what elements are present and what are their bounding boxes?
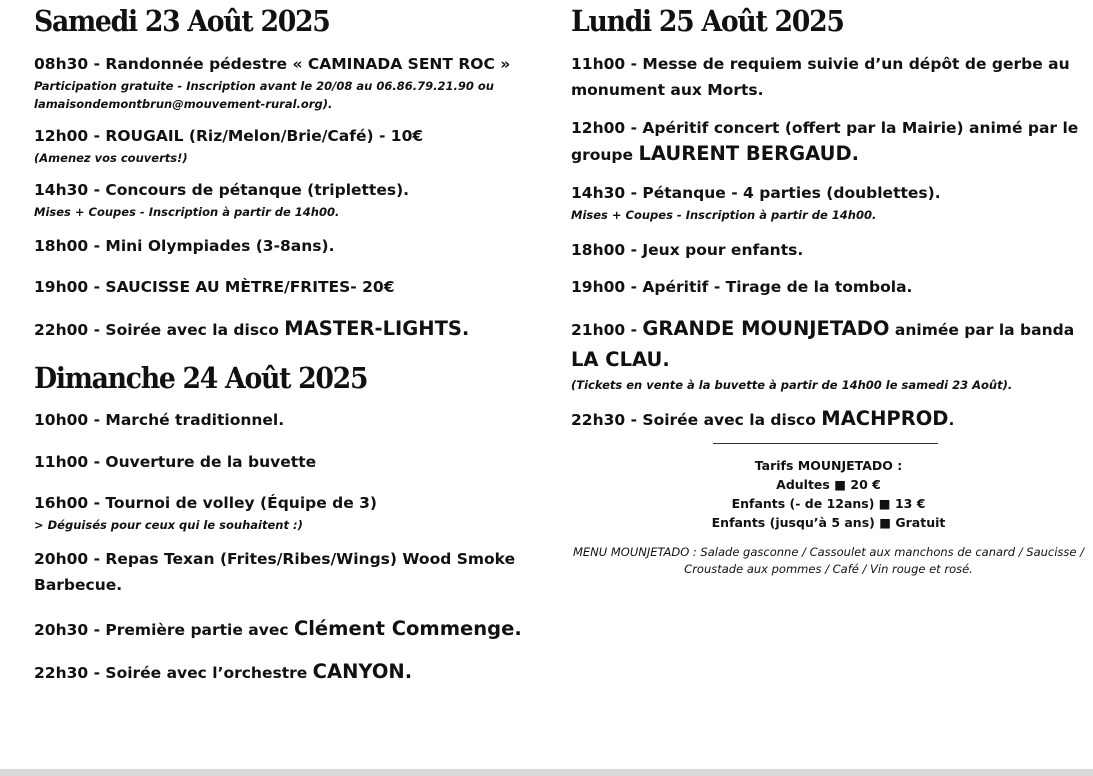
day-title: Lundi 25 Août 2025 — [571, 4, 844, 38]
event-item — [34, 490, 534, 534]
event-item — [34, 233, 534, 259]
event-item — [571, 115, 1086, 168]
event-text: 14h30 - Concours de pétanque (triplettes). — [34, 180, 410, 199]
event-item — [34, 316, 534, 343]
event-text-middle: animée par la banda — [889, 320, 1075, 339]
event-text — [34, 316, 534, 343]
event-text: 18h00 - Mini Olympiades (3-8ans). — [34, 236, 335, 255]
event-item — [34, 123, 534, 167]
event-note: (Amenez vos couverts!) — [34, 150, 188, 165]
event-text: 20h00 - Repas Texan (Frites/Ribes/Wings) Wood Smoke Barbecue. — [34, 549, 516, 594]
event-highlight: MACHPROD — [821, 406, 949, 430]
event-text: 19h00 - Apéritif - Tirage de la tombola. — [571, 277, 913, 296]
event-highlight: MASTER-LIGHTS. — [284, 316, 470, 340]
event-note: (Tickets en vente à la buvette à partir de 14h00 le samedi 23 Août). — [571, 377, 1013, 392]
day-saturday — [34, 6, 534, 343]
event-note: Mises + Coupes - Inscription à partir de 14h00. — [34, 204, 340, 219]
event-text — [34, 659, 534, 686]
event-text — [571, 115, 1086, 168]
event-text-prefix: 22h30 - Soirée avec la disco — [571, 410, 822, 429]
bottom-bar — [0, 769, 1093, 776]
event-note: Mises + Coupes - Inscription à partir de 14h00. — [571, 207, 877, 222]
event-note: > Déguisés pour ceux qui le souhaitent :) — [34, 517, 303, 532]
event-highlight-2: LA CLAU. — [571, 347, 670, 371]
left-column — [34, 6, 534, 686]
event-item — [571, 237, 1086, 263]
event-text: 11h00 - Messe de requiem suivie d’un dépôt de gerbe au monument aux Morts. — [571, 54, 1070, 99]
event-text: 11h00 - Ouverture de la buvette — [34, 452, 317, 471]
event-highlight: CANYON. — [312, 659, 413, 683]
tarif-line: Adultes ■ 20 € — [776, 476, 881, 492]
event-text — [34, 616, 534, 643]
event-text: 18h00 - Jeux pour enfants. — [571, 240, 804, 259]
event-item — [571, 51, 1086, 103]
event-text: 16h00 - Tournoi de volley (Équipe de 3) — [34, 493, 378, 512]
day-sunday — [34, 360, 534, 686]
event-text: 14h30 - Pétanque - 4 parties (doublettes). — [571, 183, 941, 202]
event-item — [571, 180, 1086, 224]
event-item — [34, 449, 534, 475]
event-text — [571, 314, 1086, 376]
event-text: 19h00 - SAUCISSE AU MÈTRE/FRITES- 20€ — [34, 277, 395, 296]
event-text: 10h00 - Marché traditionnel. — [34, 410, 285, 429]
tarif-line: Enfants (- de 12ans) ■ 13 € — [731, 495, 926, 511]
event-highlight: Clément Commenge. — [293, 616, 522, 640]
event-highlight: GRANDE MOUNJETADO — [642, 316, 890, 340]
menu-text: MENU MOUNJETADO : Salade gasconne / Cassoulet aux manchons de canard / Saucisse / Croustade aux pommes / Café / Vin rouge et rosé. — [572, 544, 1085, 576]
separator-line — [713, 443, 938, 444]
event-text-prefix: 12h00 - Apéritif concert (offert par la Mairie) animé par le groupe — [571, 118, 1079, 164]
event-text-suffix: . — [948, 410, 955, 429]
event-list — [34, 407, 534, 686]
event-item — [34, 616, 534, 643]
event-text-prefix: 22h30 - Soirée avec l’orchestre — [34, 663, 313, 682]
event-note: Participation gratuite - Inscription avant le 20/08 au 06.86.79.21.90 ou lamaisondemontbrun@mouvement-rural.org). — [34, 78, 494, 111]
day-title: Dimanche 24 Août 2025 — [34, 360, 368, 395]
event-item — [34, 546, 534, 598]
right-column — [571, 6, 1086, 578]
event-item — [34, 407, 534, 433]
event-item — [34, 51, 534, 113]
tarif-line: Enfants (jusqu’à 5 ans) ■ Gratuit — [711, 514, 946, 530]
tarifs-block — [571, 456, 1086, 532]
event-item — [34, 659, 534, 686]
event-highlight: LAURENT BERGAUD. — [638, 141, 860, 165]
day-title: Samedi 23 Août 2025 — [34, 4, 330, 38]
event-text-prefix: 22h00 - Soirée avec la disco — [34, 320, 285, 339]
event-text: 12h00 - ROUGAIL (Riz/Melon/Brie/Café) - 10€ — [34, 126, 424, 145]
day-monday — [571, 6, 1086, 433]
tarifs-title: Tarifs MOUNJETADO : — [754, 457, 903, 473]
event-text-prefix: 20h30 - Première partie avec — [34, 620, 294, 639]
event-text: 08h30 - Randonnée pédestre « CAMINADA SENT ROC » — [34, 54, 511, 73]
event-item — [34, 274, 534, 300]
event-list — [571, 51, 1086, 433]
event-item — [571, 406, 1086, 433]
event-item — [571, 314, 1086, 394]
event-list — [34, 51, 534, 343]
event-text — [571, 406, 1086, 433]
event-item — [34, 177, 534, 221]
event-item — [571, 274, 1086, 300]
event-text-prefix: 21h00 - — [571, 320, 643, 339]
